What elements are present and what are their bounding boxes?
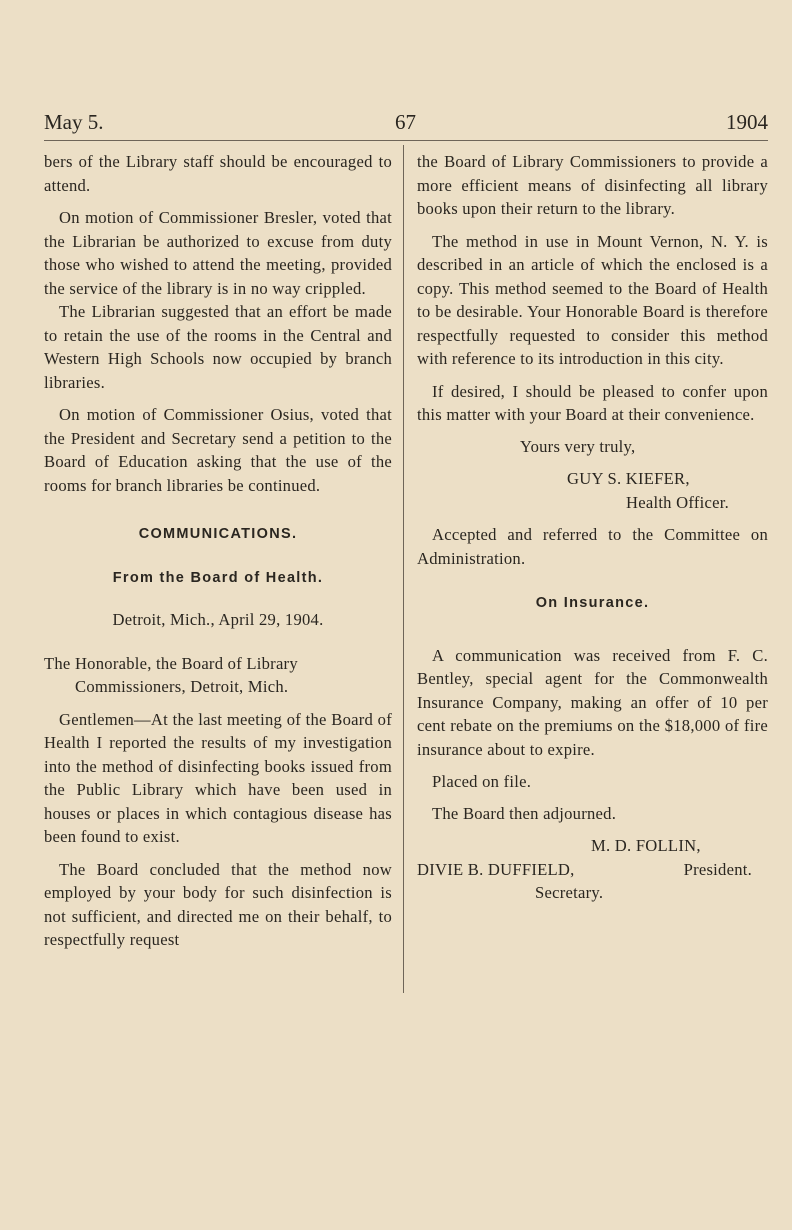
right-paragraph-4: Accepted and referred to the Committee on Administration.	[417, 525, 768, 568]
right-column	[417, 150, 768, 905]
signer-title: Health Officer.	[626, 492, 729, 512]
left-paragraph-1: bers of the Library staff should be encouraged to attend.	[44, 152, 392, 195]
letter-address: The Honorable, the Board of Library Commissioners, Detroit, Mich.	[44, 653, 298, 696]
letter-dateline: Detroit, Mich., April 29, 1904.	[112, 610, 324, 629]
right-paragraph-6: Placed on file.	[432, 772, 532, 791]
letter-closing: Yours very truly,	[520, 436, 636, 456]
secretary-name: DIVIE B. DUFFIELD,	[417, 859, 575, 879]
right-paragraph-5: A communication was received from F. C. Bentley, special agent for the Commonwealth Insurance Company, making an offer of 10 per cent rebate on the premiums on the $18,000 of fire insurance about to expire.	[417, 645, 768, 759]
page-number: 67	[395, 110, 416, 134]
left-paragraph-4: On motion of Commissioner Osius, voted that the President and Secretary send a petition to the Board of Education asking that the use of the rooms for branch libraries be continued.	[44, 405, 392, 495]
page-header	[44, 110, 768, 144]
president-title: President.	[683, 859, 752, 879]
left-paragraph-2: On motion of Commissioner Bresler, voted that the Librarian be authorized to excuse from duty those who wished to attend the meeting, provided the service of the library is in no way crippled.	[44, 208, 392, 298]
header-date: May 5.	[44, 110, 104, 134]
board-of-health-heading: From the Board of Health.	[112, 569, 324, 586]
communications-heading: COMMUNICATIONS.	[138, 526, 298, 542]
signature-row	[417, 858, 768, 882]
left-paragraph-3: The Librarian suggested that an effort be made to retain the use of the rooms in the Central and Western High Schools now occupied by branch libraries.	[44, 302, 392, 392]
right-paragraph-7: The Board then adjourned.	[432, 803, 617, 823]
left-paragraph-6: The Board concluded that the method now employed by your body for such disinfection is not sufficient, and directed me on their behalf, to respectfully request	[44, 859, 392, 949]
header-year: 1904	[726, 110, 768, 134]
left-paragraph-5: Gentlemen—At the last meeting of the Board of Health I reported the results of my investigation into the method of disinfecting books issued from the Public Library which have been used in houses or places in which contagious disease has been found to exist.	[44, 709, 392, 846]
right-paragraph-3: If desired, I should be pleased to confer upon this matter with your Board at their convenience.	[417, 381, 768, 424]
right-paragraph-2: The method in use in Mount Vernon, N. Y. is described in an article of which the enclosed is a copy. This method seemed to the Board of Health to be desirable. Your Honorable Board is therefore respectfully requested to consider this method with reference to its introduction in this city.	[417, 231, 768, 368]
insurance-heading: On Insurance.	[535, 595, 650, 611]
header-rule	[44, 140, 768, 141]
column-divider	[403, 145, 404, 993]
president-name: M. D. FOLLIN,	[591, 836, 701, 855]
left-column	[44, 150, 392, 952]
signer-name: GUY S. KIEFER,	[567, 469, 690, 488]
right-paragraph-1: the Board of Library Commissioners to provide a more efficient means of disinfecting all library books upon their return to the library.	[417, 152, 768, 218]
secretary-title: Secretary.	[535, 883, 604, 902]
